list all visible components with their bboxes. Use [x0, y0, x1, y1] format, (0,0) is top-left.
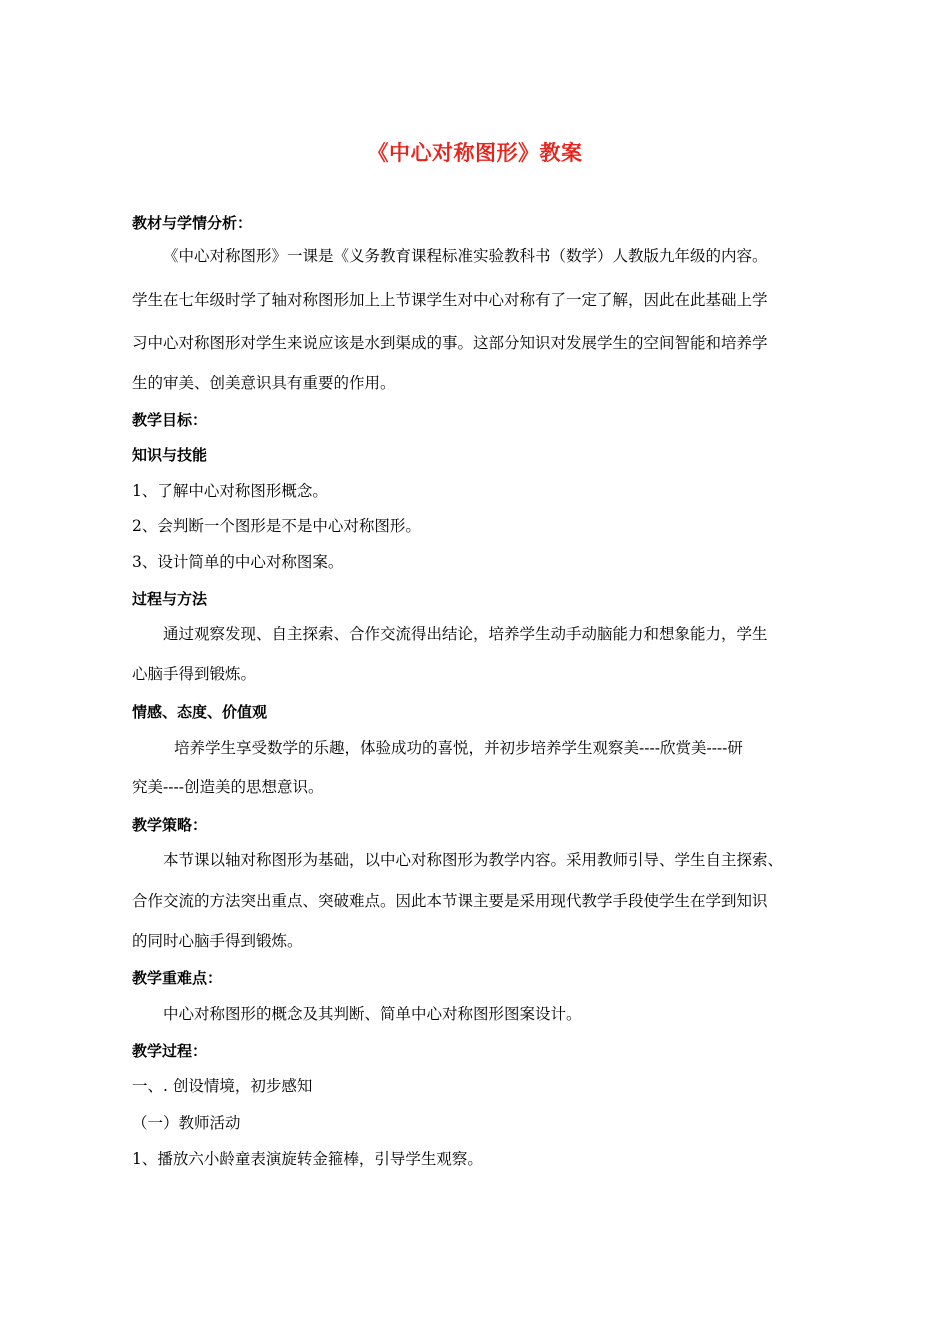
section-heading-procedure: 教学过程： — [132, 1042, 208, 1060]
section-heading-keypoints: 教学重难点： — [132, 969, 223, 987]
paragraph-line: 学生在七年级时学了轴对称图形加上上节课学生对中心对称有了一定了解，因此在此基础上学 — [132, 291, 768, 309]
paragraph-line: 中心对称图形的概念及其判断、简单中心对称图形图案设计。 — [163, 1005, 582, 1023]
page-title: 《中心对称图形》教案 — [367, 141, 583, 165]
subsection-heading-knowledge: 知识与技能 — [132, 446, 208, 464]
paragraph-line: 培养学生享受数学的乐趣，体验成功的喜悦，并初步培养学生观察美----欣赏美----研 — [174, 739, 743, 757]
section-heading-goals: 教学目标： — [132, 411, 208, 429]
paragraph-line: 本节课以轴对称图形为基础，以中心对称图形为教学内容。采用教师引导、学生自主探索、 — [163, 851, 784, 869]
list-item: 1、播放六小龄童表演旋转金箍棒，引导学生观察。 — [132, 1150, 483, 1168]
list-item: 1、了解中心对称图形概念。 — [132, 482, 328, 500]
paragraph-line: 的同时心脑手得到锻炼。 — [132, 932, 303, 950]
list-item: 2、会判断一个图形是不是中心对称图形。 — [132, 517, 421, 535]
paragraph-line: 心脑手得到锻炼。 — [132, 665, 257, 683]
subsection-heading-process: 过程与方法 — [132, 590, 208, 608]
list-item: 3、设计简单的中心对称图案。 — [132, 553, 344, 571]
paragraph-line: 习中心对称图形对学生来说应该是水到渠成的事。这部分知识对发展学生的空间智能和培养学 — [132, 334, 768, 352]
procedure-step: 一、. 创设情境，初步感知 — [132, 1077, 313, 1095]
paragraph-line: 究美----创造美的思想意识。 — [132, 778, 324, 796]
paragraph-line: 《中心对称图形》一课是《义务教育课程标准实验教科书（数学）人教版九年级的内容。 — [163, 247, 768, 265]
section-heading-strategy: 教学策略： — [132, 816, 208, 834]
paragraph-line: 合作交流的方法突出重点、突破难点。因此本节课主要是采用现代教学手段使学生在学到知识 — [132, 892, 768, 910]
paragraph-line: 生的审美、创美意识具有重要的作用。 — [132, 374, 396, 392]
subsection-heading-emotion: 情感、态度、价值观 — [132, 703, 268, 721]
procedure-substep: （一）教师活动 — [132, 1114, 241, 1132]
section-heading-analysis: 教材与学情分析： — [132, 214, 253, 232]
paragraph-line: 通过观察发现、自主探索、合作交流得出结论，培养学生动手动脑能力和想象能力，学生 — [163, 625, 768, 643]
